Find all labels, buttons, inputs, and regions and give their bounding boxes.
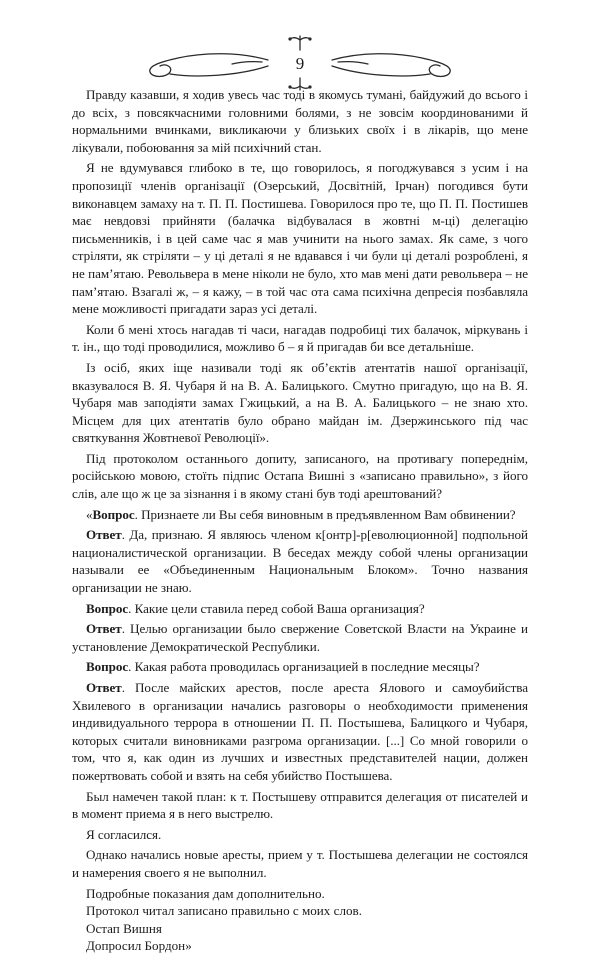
paragraph: Я не вдумувався глибоко в те, що говорилось, я погоджувався з усим і на пропозиції членів організації (Озерський, Досвітній, Ірчан) погодився бути виконавцем замаху на т. П. П. Постишева. Говорилося про те, що П. П. Постишев має невдовзі прийняти (балачка відбувалася в жовтні м-ці) делегацію письменників, і в цей саме час я мав учинити на нього замах. Як саме, з чого стріляти, як стріляти – у ці деталі я не вдавався і чи були ці деталі розроблені, я не пам’ятаю. Револьвера в мене ніколи не було, хто мав мені дати револьвера – не пам’ятаю. Взагалі ж, – я кажу, – в той час ота сама психічна депресія позбавляла мене можливості пригадати зараз усі деталі.: [72, 160, 528, 317]
opening-quote: «: [86, 506, 93, 522]
qa-text: . Да, признаю. Я являюсь членом к[онтр]-р[еволюционной] подпольной националистической организации. В беседах между собой члены организации называли ее «Объединенным Национальным Блоком». Точно названия организации не знаю.: [72, 527, 528, 596]
paragraph: Был намечен такой план: к т. Постышеву отправится делегация от писателей и в момент приема я в него выстрелю.: [72, 788, 528, 822]
interrogation-question: [72, 600, 528, 618]
signature-name: Остап Вишня: [86, 920, 162, 936]
interrogation-answer: [72, 526, 528, 596]
qa-label: Вопрос: [92, 506, 135, 522]
paragraph: Із осіб, яких іще називали тоді як об’єктів атентатів нашої організації, вказувалося В. Я. Чубаря й на В. А. Балицького. Смутно пригадую, що на В. Я. Чубаря мав заподіяти замах Гжицький, а на В. А. Балицького – не знаю хто. Місцем для цих атентатів було обрано майдан ім. Дзержинського під час святкування Жовтневої Революції».: [72, 359, 528, 446]
qa-label: Ответ: [86, 621, 122, 637]
interrogation-question: [72, 506, 528, 524]
page-number: 9: [295, 54, 305, 73]
signature-line: Протокол читал записано правильно с моих слов.: [86, 903, 362, 919]
page-body: [72, 86, 528, 955]
paragraph: Однако начались новые аресты, прием у т. Постышева делегации не состоялся и намерения своего я не выполнил.: [72, 847, 528, 880]
interrogation-question: [72, 658, 528, 676]
qa-text: . Целью организации было свержение Советской Власти на Украине и установление Демократической Республики.: [72, 621, 528, 654]
qa-label: Ответ: [86, 527, 122, 543]
interrogator-line: Допросил Бордон»: [86, 938, 192, 954]
paragraph: Під протоколом останнього допиту, записаного, на противагу попереднім, російською мовою, стоїть підпис Остапа Вишні з «записано правильно», з його слів, але що ж це за зізнання і в якому стані був тоді арештований?: [72, 450, 528, 502]
qa-text: . Какие цели ставила перед собой Ваша организация?: [128, 600, 425, 616]
qa-text: . Признаете ли Вы себя виновным в предъявленном Вам обвинении?: [134, 506, 516, 522]
qa-label: Вопрос: [86, 659, 129, 675]
qa-label: Вопрос: [86, 600, 129, 616]
interrogation-answer: [72, 679, 528, 785]
paragraph: Коли б мені хтось нагадав ті часи, нагадав подробиці тих балачок, міркувань і т. ін., що тоді проводилися, можливо б – я й пригадав би все детальніше.: [72, 321, 528, 355]
paragraph: Правду казавши, я ходив увесь час тоді в якомусь тумані, байдужий до всього і до всіх, з повсякчасними головними болями, з не зовсім координованими й нормальними вчинками, викликаючи у близьких своїх і в лікарів, що мене лікували, побоювання за мій психічний стан.: [72, 87, 528, 155]
interrogation-answer: [72, 620, 528, 655]
qa-text: . После майских арестов, после ареста Ялового и самоубийства Хвилевого в организации начались разговоры о необходимости применения индивидуального террора в отношении П. П. Постышева, Балицкого и Чубаря, которых считали виновниками разгрома организации. [...] Со мной говорили о том, что я, как один из лучших и известных представителей нации, должен пожертвовать собой и взять на себя убийство Постышева.: [72, 680, 528, 783]
qa-text: . Какая работа проводилась организацией в последние месяцы?: [128, 659, 480, 675]
qa-label: Ответ: [86, 680, 122, 695]
paragraph: Я согласился.: [86, 826, 162, 842]
signature-line: Подробные показания дам дополнительно.: [86, 885, 325, 901]
